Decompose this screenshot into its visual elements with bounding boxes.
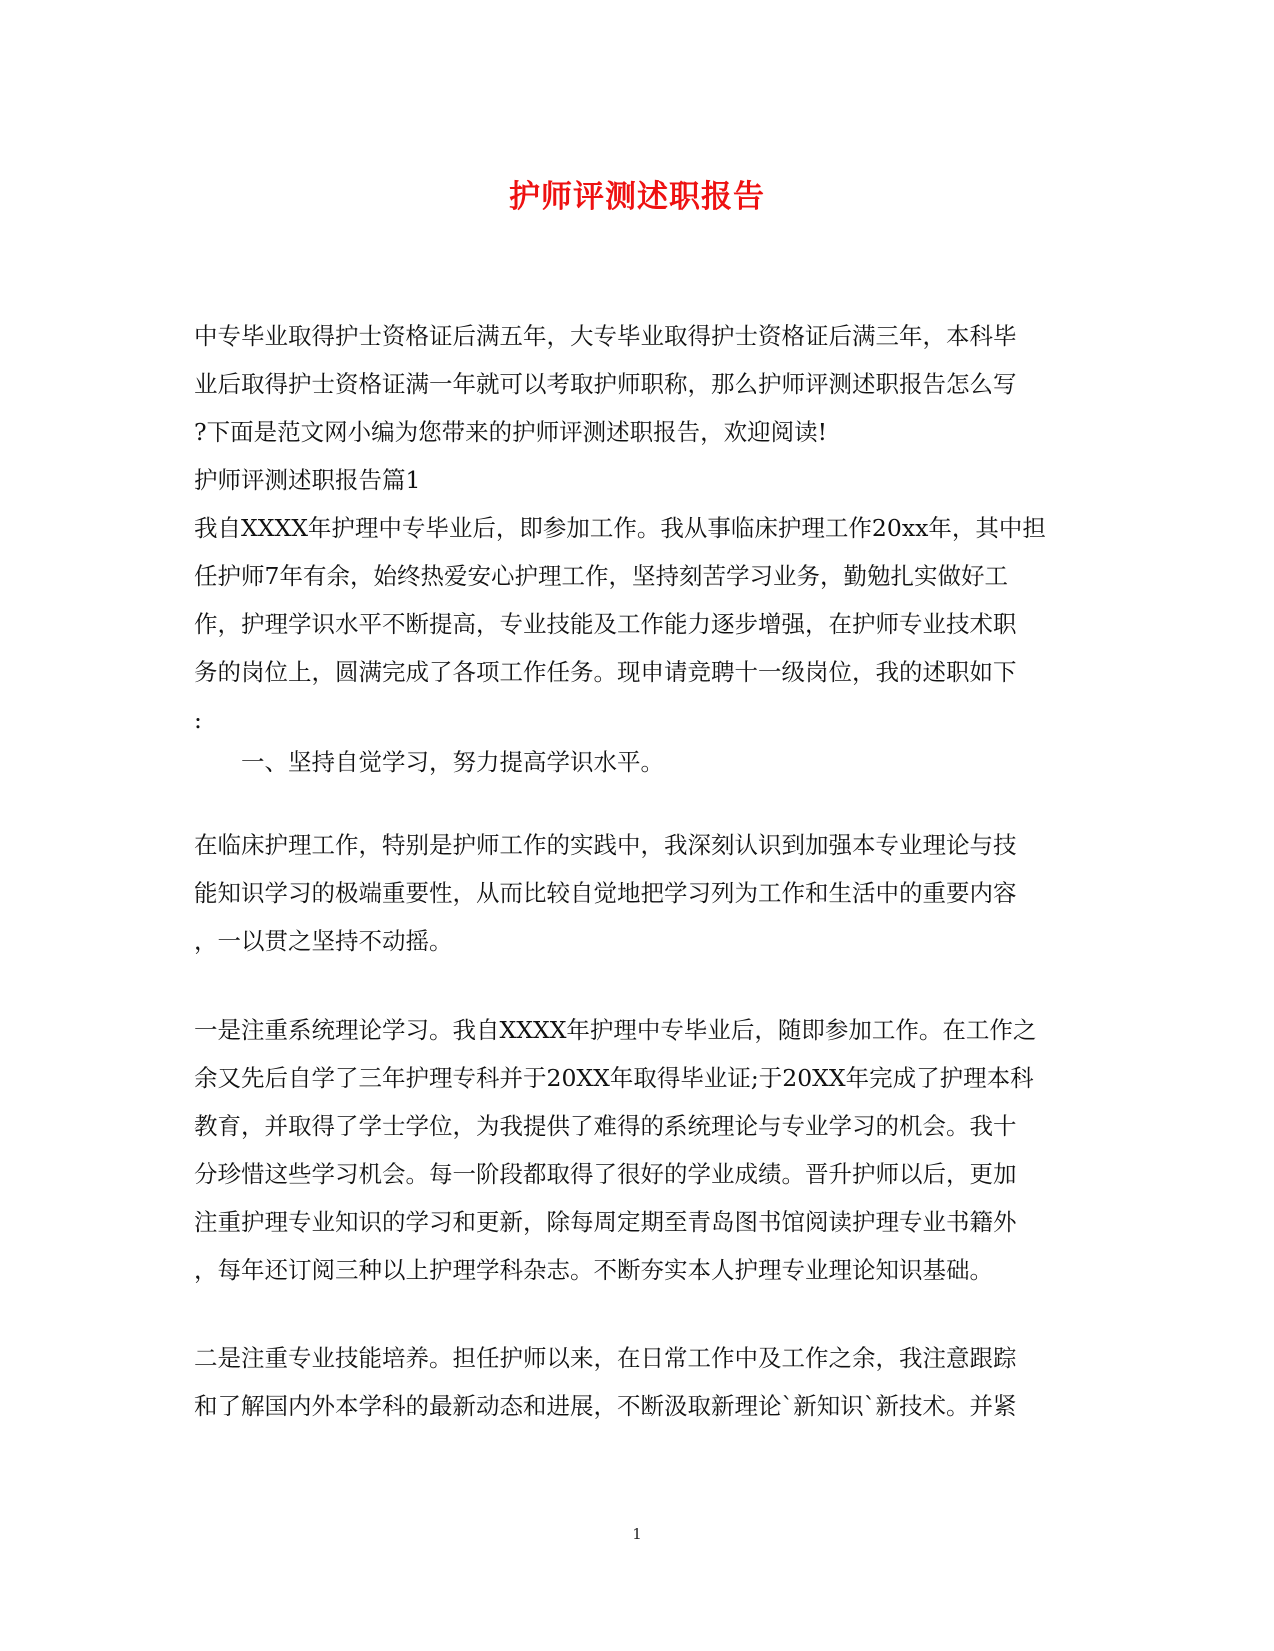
- subheading: 一、坚持自觉学习，努力提高学识水平。: [241, 748, 664, 776]
- paragraph-block-intro: [194, 312, 1072, 744]
- paragraph-block-4: [194, 1334, 1072, 1430]
- text-line: ，一以贯之坚持不动摇。: [194, 927, 453, 955]
- text-line: ，每年还订阅三种以上护理学科杂志。不断夯实本人护理专业理论知识基础。: [194, 1256, 993, 1284]
- text-line: 一是注重系统理论学习。我自XXXX年护理中专毕业后，随即参加工作。在工作之: [194, 1016, 1037, 1044]
- text-line: ?下面是范文网小编为您带来的护师评测述职报告，欢迎阅读!: [194, 418, 828, 446]
- text-line: 教育，并取得了学士学位，为我提供了难得的系统理论与专业学习的机会。我十: [194, 1112, 1017, 1140]
- text-line: 作，护理学识水平不断提高，专业技能及工作能力逐步增强，在护师专业技术职: [194, 610, 1017, 638]
- text-line: 任护师7年有余，始终热爱安心护理工作，坚持刻苦学习业务，勤勉扎实做好工: [194, 562, 1008, 590]
- paragraph-block-2: [194, 821, 1072, 965]
- text-line: 余又先后自学了三年护理专科并于20XX年取得毕业证;于20XX年完成了护理本科: [194, 1064, 1034, 1092]
- text-line: 二是注重专业技能培养。担任护师以来，在日常工作中及工作之余，我注意跟踪: [194, 1344, 1017, 1372]
- paragraph-block-3: [194, 1006, 1072, 1294]
- text-line: 业后取得护士资格证满一年就可以考取护师职称，那么护师评测述职报告怎么写: [194, 370, 1017, 398]
- text-line: :: [194, 706, 202, 734]
- text-line: 在临床护理工作，特别是护师工作的实践中，我深刻认识到加强本专业理论与技: [194, 831, 1017, 859]
- section-heading: 护师评测述职报告篇1: [194, 466, 421, 494]
- text-line: 和了解国内外本学科的最新动态和进展，不断汲取新理论`新知识`新技术。并紧: [194, 1392, 1017, 1420]
- subheading-block: [194, 738, 1072, 786]
- text-line: 分珍惜这些学习机会。每一阶段都取得了很好的学业成绩。晋升护师以后，更加: [194, 1160, 1017, 1188]
- text-line: 我自XXXX年护理中专毕业后，即参加工作。我从事临床护理工作20xx年，其中担: [194, 514, 1046, 542]
- page-number: 1: [632, 1525, 642, 1543]
- text-line: 注重护理专业知识的学习和更新，除每周定期至青岛图书馆阅读护理专业书籍外: [194, 1208, 1017, 1236]
- text-line: 务的岗位上，圆满完成了各项工作任务。现申请竞聘十一级岗位，我的述职如下: [194, 658, 1017, 686]
- page-title: 护师评测述职报告: [509, 179, 765, 215]
- text-line: 能知识学习的极端重要性，从而比较自觉地把学习列为工作和生活中的重要内容: [194, 879, 1017, 907]
- text-line: 中专毕业取得护士资格证后满五年，大专毕业取得护士资格证后满三年，本科毕: [194, 322, 1017, 350]
